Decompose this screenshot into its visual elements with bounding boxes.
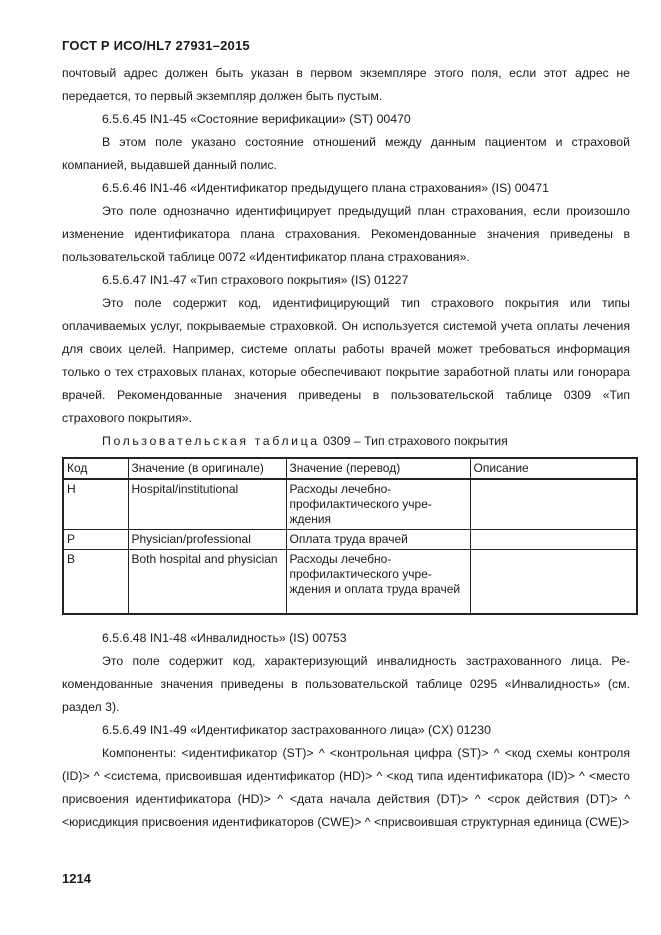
column-header-code: Код <box>63 458 128 479</box>
paragraph: Это поле однозначно идентифицирует предыдущий план страхования, если произошло изменение идентификатора плана страхования. Рекомендованные значения приведены в пользовательской таблице 0072 «Идентификатор плана страхования». <box>62 204 630 264</box>
cell-description <box>470 550 637 614</box>
table-row <box>63 530 637 550</box>
cell-translation: Расходы лечебно-профилактического учреждения <box>286 479 470 530</box>
column-header-translation: Значение (перевод) <box>286 458 470 479</box>
section-heading-6-5-6-48: 6.5.6.48 IN1-48 «Инвалидность» (IS) 00753 <box>102 630 347 645</box>
column-header-original: Значение (в оригинале) <box>128 458 286 479</box>
cell-code: H <box>63 479 128 530</box>
cell-code: B <box>63 550 128 614</box>
paragraph: Это поле содержит код, характеризующий инвалидность застрахованного лица. Рекомендованные значения приведены в пользовательской таблице 0295 «Инвалидность» (см. раздел 3). <box>62 653 630 714</box>
table-row <box>63 550 637 614</box>
cell-description <box>470 530 637 550</box>
page-number: 1214 <box>62 871 91 886</box>
table-row <box>63 479 637 530</box>
cell-translation: Оплата труда врачей <box>286 530 470 550</box>
section-heading-6-5-6-46: 6.5.6.46 IN1-46 «Идентификатор предыдущего плана страхования» (IS) 00471 <box>102 181 549 195</box>
table-caption <box>62 430 630 453</box>
standard-header: ГОСТ Р ИСО/HL7 27931–2015 <box>62 38 250 53</box>
paragraph: почтовый адрес должен быть указан в первом экземпляре этого поля, если этот адрес не передается, то первый экземпляр должен быть пустым. <box>62 66 630 103</box>
paragraph: Компоненты: <идентификатор (ST)> ^ <контрольная цифра (ST)> ^ <код схемы контроля (ID)> ^ <система, присвоившая идентификатор (HD)> ^ <код типа идентификатора (ID)> ^ <место присвоения идентификатора (HD)> ^ <дата начала действия (DT)> ^ <срок действия (DT)> ^ <юрисдикция присвоения идентификаторов (CWE)> ^ <присвоившая структурная единица (CWE)> <box>62 745 630 829</box>
cell-code: P <box>63 530 128 550</box>
section-heading-6-5-6-49: 6.5.6.49 IN1-49 «Идентификатор застрахованного лица» (CX) 01230 <box>102 722 491 737</box>
cell-original: Hospital/institutional <box>128 479 286 530</box>
table-caption-title: 0309 – Тип страхового покрытия <box>319 434 508 448</box>
table-caption-label: Пользовательская таблица <box>102 434 320 448</box>
paragraph: В этом поле указано состояние отношений между данным пациентом и страховой компанией, выдавшей данный полис. <box>62 135 630 172</box>
section-heading-6-5-6-45: 6.5.6.45 IN1-45 «Состояние верификации» (ST) 00470 <box>102 112 411 126</box>
cell-description <box>470 479 637 530</box>
paragraph: Это поле содержит код, идентифицирующий тип страхового покрытия или типы оплачиваемых услуг, покрываемые страховкой. Он используется системой учета оплаты лечения для своих целей. Например, системе оплаты работы врачей может требоваться информация только о тех страховых планах, которые обеспечивают покрытие заработной платы или гонорара врачей. Рекомендованные значения приведены в пользовательской таблице 0309 «Тип страхового покрытия». <box>62 296 630 425</box>
cell-translation: Расходы лечебно-профилактического учреждения и оплата труда врачей <box>286 550 470 614</box>
table-header-row <box>63 458 637 479</box>
column-header-description: Описание <box>470 458 637 479</box>
page-content <box>62 62 630 834</box>
lower-section <box>62 627 630 834</box>
section-heading-6-5-6-47: 6.5.6.47 IN1-47 «Тип страхового покрытия» (IS) 01227 <box>102 273 409 287</box>
cell-original: Physician/professional <box>128 530 286 550</box>
coverage-type-table <box>62 457 638 615</box>
cell-original: Both hospital and physician <box>128 550 286 614</box>
